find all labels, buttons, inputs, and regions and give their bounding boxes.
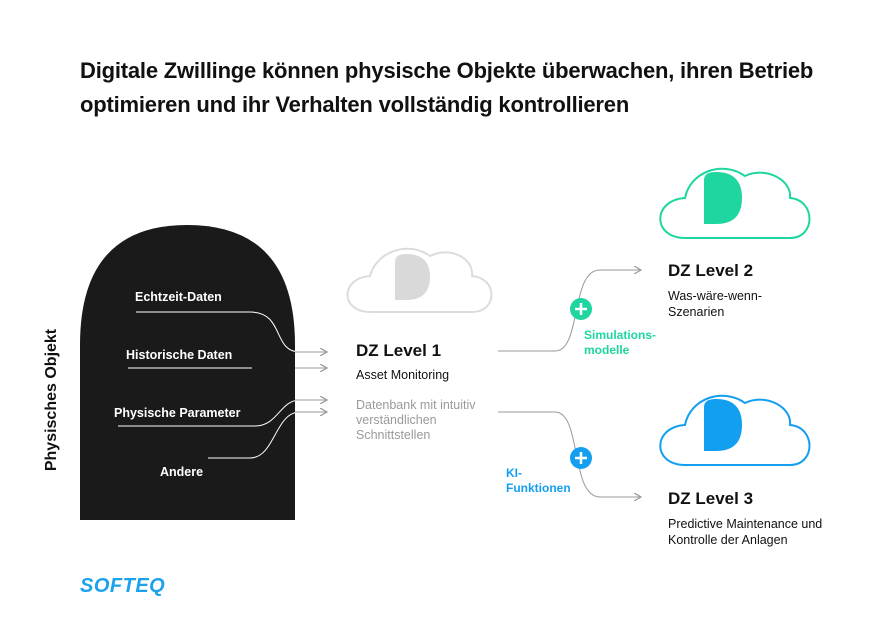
level3-subtitle: Predictive Maintenance und Kontrolle der Anlagen: [668, 517, 823, 547]
input-label-historical: Historische Daten: [126, 348, 233, 362]
input-label-parameters: Physische Parameter: [114, 406, 241, 420]
level1-subtitle: Asset Monitoring: [356, 368, 450, 382]
level3-connector-label: KI-Funktionen: [506, 466, 571, 495]
level3-title: DZ Level 3: [668, 489, 754, 508]
page-title: Digitale Zwillinge können physische Objekte überwachen, ihren Betrieb optimieren und ihr Verhalten vollständig kontrollieren: [80, 58, 814, 117]
level1-note: Datenbank mit intuitiv verständlichen Schnittstellen: [356, 398, 476, 442]
level2-title: DZ Level 2: [668, 261, 754, 280]
input-label-realtime: Echtzeit-Daten: [135, 290, 222, 304]
level2-connector-label: Simulations-modelle: [584, 328, 657, 357]
physical-object-label: Physisches Objekt: [43, 328, 60, 472]
level2-cloud-icon: [704, 172, 742, 224]
softeq-logo: SOFTEQ: [80, 575, 166, 597]
level1-cloud-icon: [395, 254, 430, 300]
plus-green-icon: [570, 298, 592, 320]
level3-cloud-icon: [704, 399, 742, 451]
level1-title: DZ Level 1: [356, 341, 442, 360]
level2-subtitle: Was-wäre-wenn-Szenarien: [668, 289, 763, 319]
input-label-other: Andere: [160, 465, 204, 479]
